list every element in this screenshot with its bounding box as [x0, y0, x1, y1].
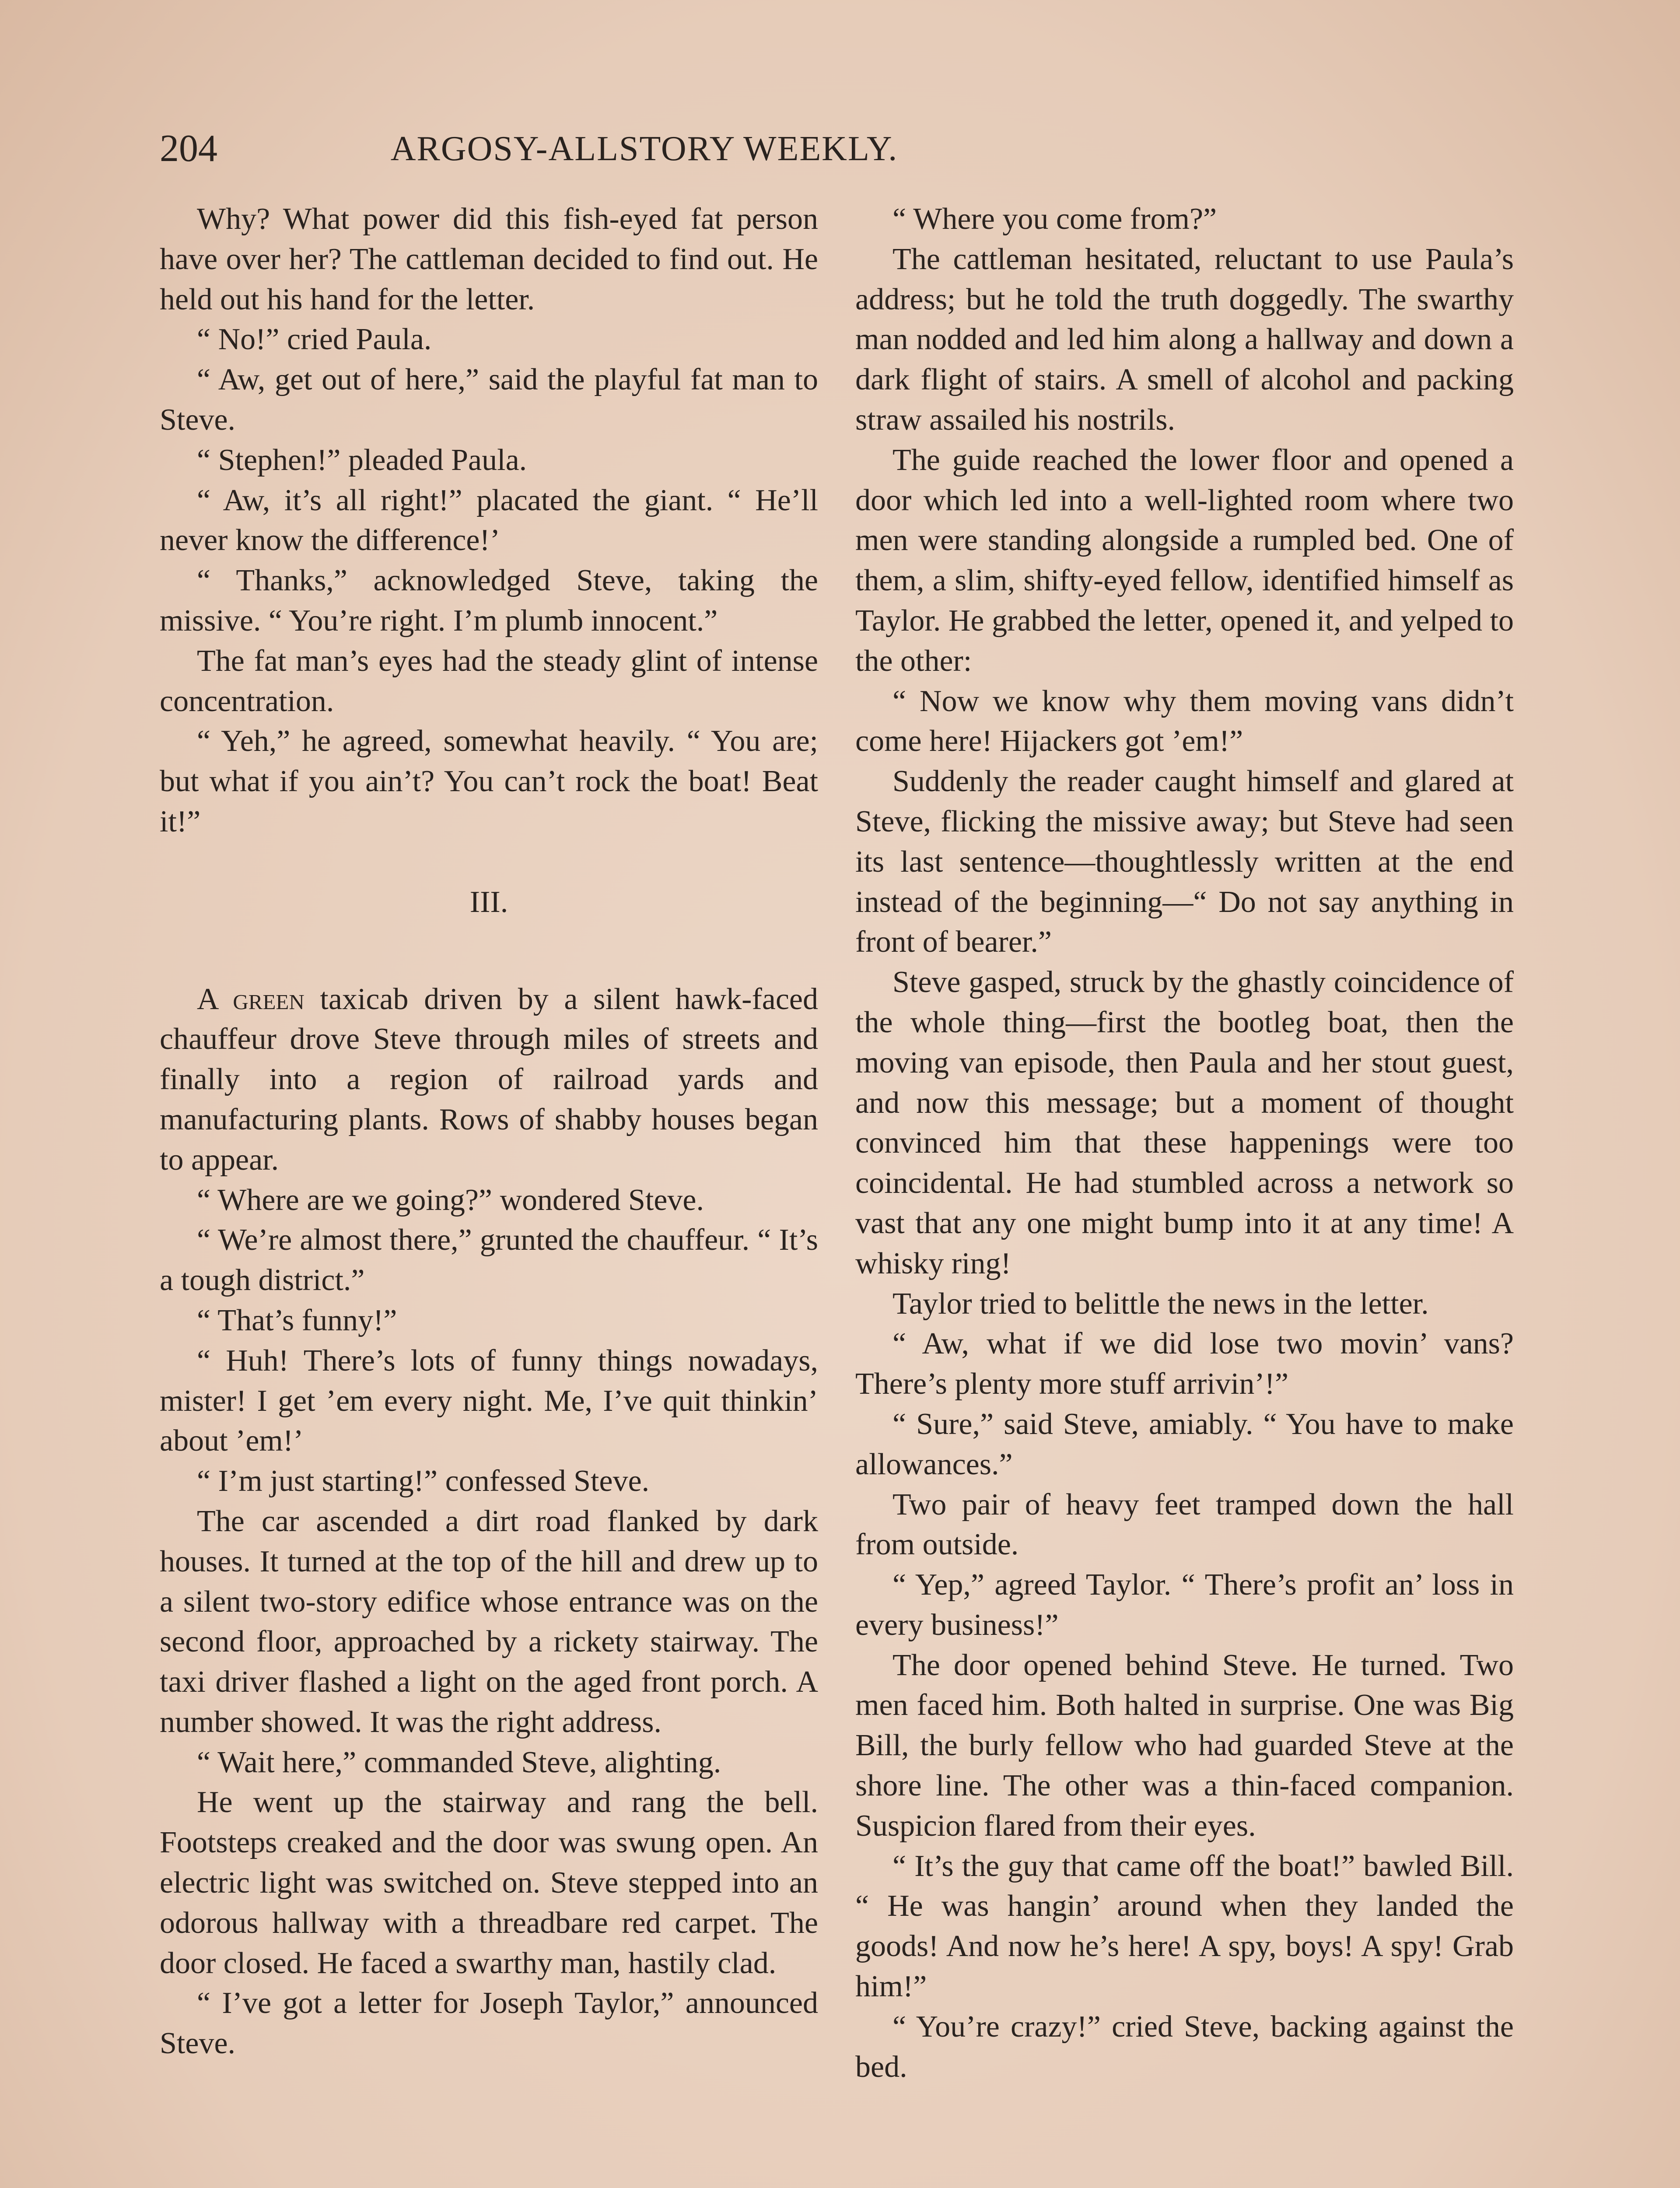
- paragraph: “ Stephen!” pleaded Paula.: [197, 443, 527, 477]
- running-head: ARGOSY-ALLSTORY WEEKLY.: [390, 130, 898, 168]
- opening-paragraph: [160, 979, 818, 1180]
- paragraph: “ Yep,” agreed Taylor. “ There’s profit an’ loss in every business!”: [855, 1568, 1514, 1642]
- paragraph: The fat man’s eyes had the steady glint of intense concentration.: [160, 644, 818, 718]
- opening-text: taxicab driven by a silent hawk-faced chauffeur drove Steve through miles of streets and finally into a region of railroad yards and manufacturing plants. Rows of shabby houses began to appear.: [160, 982, 819, 1177]
- paragraph: Taylor tried to belittle the news in the letter.: [892, 1287, 1429, 1321]
- paragraph: “ I’m just starting!” confessed Steve.: [197, 1464, 650, 1498]
- paragraph: “ Aw, it’s all right!” placated the giant. “ He’ll never know the difference!’: [160, 483, 818, 558]
- paragraph: Steve gasped, struck by the ghastly coincidence of the whole thing—first the bootleg boat, then the moving van episode, then Paula and her stout guest, and now this message; but a moment of thought convinced him that these happenings were too coincidental. He had stumbled across a network so vast that any one might bump into it at any time! A whisky ring!: [855, 965, 1514, 1280]
- paragraph: Two pair of heavy feet tramped down the hall from outside.: [855, 1487, 1514, 1562]
- paragraph: He went up the stairway and rang the bell. Footsteps creaked and the door was swung open. An electric light was switched on. Steve stepped into an odorous hallway with a threadbare red carpet. The door closed. He faced a swarthy man, hastily clad.: [160, 1785, 818, 1980]
- paragraph: “ Sure,” said Steve, amiably. “ You have to make allowances.”: [855, 1407, 1514, 1481]
- right-column: [855, 199, 1514, 2087]
- paragraph: “ No!” cried Paula.: [197, 323, 432, 357]
- paragraph: Suddenly the reader caught himself and glared at Steve, flicking the missive away; but Steve had seen its last sentence—thoughtlessly written at the end instead of the beginning—“ Do not say anything in front of bearer.”: [855, 764, 1514, 959]
- paragraph: “ Huh! There’s lots of funny things nowadays, mister! I get ’em every night. Me, I’ve quit thinkin’ about ’em!’: [160, 1343, 818, 1458]
- paragraph: Why? What power did this fish-eyed fat person have over her? The cattleman decided to find out. He held out his hand for the letter.: [160, 202, 818, 316]
- paragraph: “ Aw, get out of here,” said the playful fat man to Steve.: [160, 363, 818, 437]
- paragraph: The cattleman hesitated, reluctant to use Paula’s address; but he told the truth doggedly. The swarthy man nodded and led him along a hallway and down a dark flight of stairs. A smell of alcohol and packing straw assailed his nostrils.: [855, 242, 1514, 437]
- paragraph: The guide reached the lower floor and opened a door which led into a well-lighted room where two men were standing alongside a rumpled bed. One of them, a slim, shifty-eyed fellow, identified himself as Taylor. He grabbed the letter, opened it, and yelped to the other:: [855, 443, 1514, 678]
- paragraph: “ Thanks,” acknowledged Steve, taking the missive. “ You’re right. I’m plumb innocent.”: [160, 564, 818, 638]
- paragraph: “ You’re crazy!” cried Steve, backing against the bed.: [855, 2009, 1514, 2084]
- paragraph: “ It’s the guy that came off the boat!” bawled Bill. “ He was hangin’ around when they landed the goods! And now he’s here! A spy, boys! A spy! Grab him!”: [855, 1849, 1514, 2004]
- section-heading: III.: [469, 885, 508, 919]
- page-header: [160, 125, 1129, 182]
- page-number: 204: [160, 127, 217, 170]
- paragraph: The car ascended a dirt road flanked by dark houses. It turned at the top of the hill and drew up to a silent two-story edifice whose entrance was on the second floor, approached by a rickety stairway. The taxi driver flashed a light on the aged front porch. A number showed. It was the right address.: [160, 1504, 818, 1739]
- paragraph: “ Wait here,” commanded Steve, alighting.: [197, 1745, 721, 1779]
- paragraph: “ That’s funny!”: [197, 1303, 397, 1337]
- paragraph: “ Where are we going?” wondered Steve.: [197, 1183, 704, 1217]
- left-column: [160, 199, 818, 2064]
- paragraph: “ We’re almost there,” grunted the chauffeur. “ It’s a tough district.”: [160, 1223, 818, 1297]
- paragraph: The door opened behind Steve. He turned. Two men faced him. Both halted in surprise. One was Big Bill, the burly fellow who had guarded Steve at the shore line. The other was a thin-faced companion. Suspicion flared from their eyes.: [855, 1648, 1514, 1843]
- opening-smallcaps: A green: [197, 982, 304, 1016]
- paragraph: “ I’ve got a letter for Joseph Taylor,” announced Steve.: [160, 1986, 818, 2061]
- paragraph: “ Aw, what if we did lose two movin’ vans? There’s plenty more stuff arrivin’!”: [855, 1327, 1514, 1401]
- paragraph: “ Yeh,” he agreed, somewhat heavily. “ You are; but what if you ain’t? You can’t rock the boat! Beat it!”: [160, 724, 818, 838]
- paragraph: “ Where you come from?”: [892, 202, 1217, 236]
- paragraph: “ Now we know why them moving vans didn’t come here! Hijackers got ’em!”: [855, 684, 1514, 758]
